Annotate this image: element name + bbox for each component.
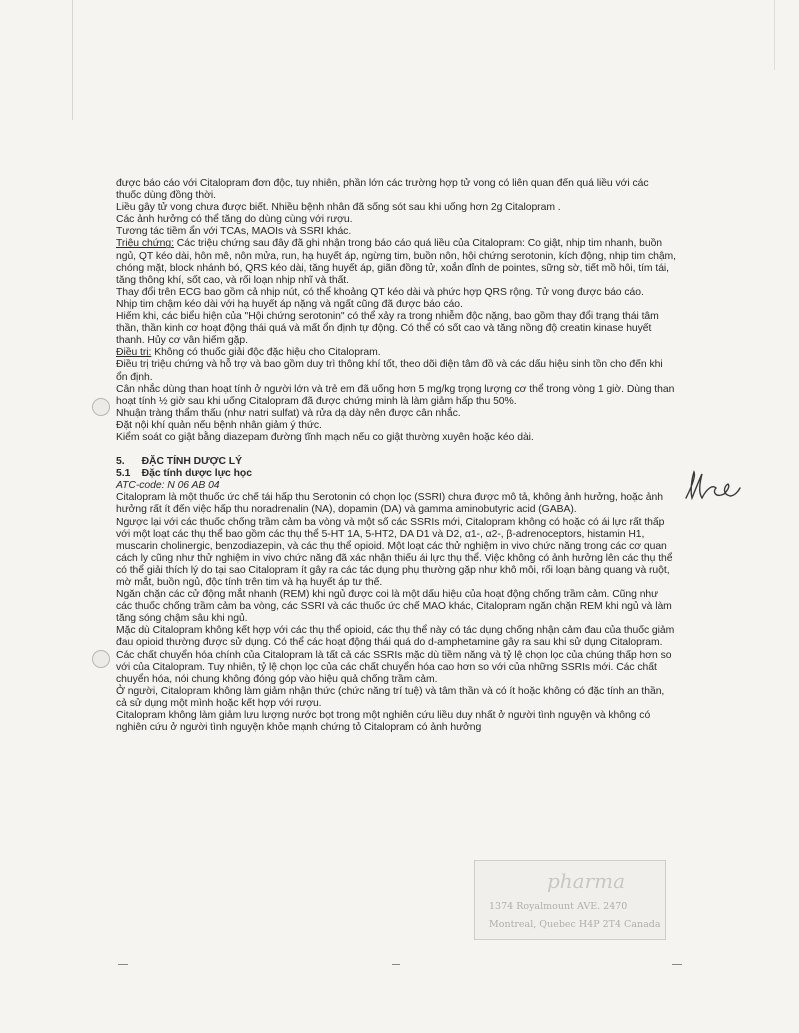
stamp-logo: pharma	[547, 869, 626, 893]
paragraph-intubation: Đặt nội khí quản nếu bệnh nhân giảm ý thức.	[116, 419, 322, 431]
footer-mark-left	[118, 964, 128, 965]
stamp-address-line-2: Montreal, Quebec H4P 2T4 Canada	[489, 919, 661, 930]
scan-edge-left	[72, 0, 73, 120]
paragraph-rem-sleep: Ngăn chặn các cử động mắt nhanh (REM) khi ngủ được coi là một dấu hiệu của hoạt động chống trầm cảm. Cũng như các thuốc chống trầm cảm ba vòng, các SSRI và các thuốc ức chế MAO khác, Citalopram ngăn chặn REM khi ngủ và làm tăng sóng chậm sâu khi ngủ.	[116, 589, 672, 625]
punch-hole-bottom	[92, 650, 110, 668]
paragraph-ecg: Thay đổi trên ECG bao gồm cả nhịp nút, có thể khoảng QT kéo dài và phức hợp QRS rộng. Tử vong được báo cáo.	[116, 286, 644, 298]
paragraph-cognition: Ở người, Citalopram không làm giảm nhận thức (chức năng trí tuệ) và tâm thần và có ít hoặc không có đặc tính an thần, cả sử dụng một mình hoặc kết hợp với rượu.	[116, 685, 665, 709]
punch-hole-top	[92, 398, 110, 416]
paragraph-lethal-dose: Liều gây tử vong chưa được biết. Nhiều bệnh nhân đã sống sót sau khi uống hơn 2g Citalopram .	[116, 202, 561, 214]
document-body	[116, 178, 676, 734]
paragraph-seizure-control: Kiểm soát co giật bằng diazepam đường tĩnh mạch nếu co giật thường xuyên hoặc kéo dài.	[116, 431, 534, 443]
symptoms-text: Các triệu chứng sau đây đã ghi nhận trong báo cáo quá liều của Citalopram: Co giật, nhịp tim nhanh, buồn ngủ, QT kéo dài, hôn mê, nôn mửa, run, hạ huyết áp, ngừng tim, buồn nôn, hội chứng serotonin, kích động, nhịp tim chậm, chóng mặt, block nhánh bó, QRS kéo dài, tăng huyết áp, giãn đồng tử, xoắn đỉnh de pointes, sững sờ, tiết mồ hôi, tím tái, tăng thông khí, sốt cao, và rối loạn nhịp nhĩ và thất.	[116, 238, 676, 286]
paragraph-symptoms	[116, 238, 676, 286]
treatment-text: Không có thuốc giải độc đặc hiệu cho Citalopram.	[151, 347, 381, 359]
paragraph-receptor-affinity: Ngược lại với các thuốc chống trầm cảm ba vòng và một số các SSRIs mới, Citalopram không có hoặc có ái lực rất thấp với một loạt các thụ thể bao gồm các thụ thể 5-HT 1A, 5-HT2, DA D1 và D2, α1-, α2-, β-adrenoceptors, histamin H1, muscarin cholinergic, benzodiazepin, và các thụ thể opioid. Một loạt các thử nghiệm in vivo chức năng trong các cơ quan cách ly cũng như thử nghiệm in vivo chức năng đã xác nhận thiếu ái lực thụ thể. Việc không có ảnh hưởng lên các thụ thể có thể giải thích lý do tại sao Citalopram ít gây ra các tác dụng phụ thường gặp như khô môi, rối loạn bàng quang và ruột, mờ mắt, buồn ngủ, độc tính trên tim và hạ huyết áp tư thế.	[116, 516, 673, 588]
paragraph-treatment	[116, 347, 676, 359]
paragraph-bradycardia: Nhịp tim chậm kéo dài với hạ huyết áp nặng và ngất cũng đã được báo cáo.	[116, 298, 463, 310]
paragraph-saliva: Citalopram không làm giảm lưu lượng nước bọt trong một nghiên cứu liều duy nhất ở người tình nguyện và không có nghiên cứu ở người tình nguyện khỏe mạnh chứng tỏ Citalopram có ảnh hưởng	[116, 710, 651, 734]
subsection-heading: 5.1 Đặc tính dược lực học	[116, 468, 252, 480]
paragraph-supportive-care: Điều trị triệu chứng và hỗ trợ và bao gồm duy trì thông khí tốt, theo dõi điện tâm đồ và các dấu hiệu sinh tồn cho đến khi ổn định.	[116, 359, 663, 383]
paragraph-ssri-mechanism: Citalopram là một thuốc ức chế tái hấp thu Serotonin có chọn lọc (SSRI) chưa được mô tả, không ảnh hưởng, hoặc ảnh hưởng rất ít đến việc hấp thu noradrenalin (NA), dopamin (DA) và gamma aminobutyric acid (GABA).	[116, 492, 663, 516]
atc-code: ATC-code: N 06 AB 04	[116, 480, 220, 492]
footer-mark-center	[392, 964, 400, 965]
company-stamp	[474, 860, 666, 940]
scan-edge-right	[774, 0, 775, 70]
paragraph-interactions: Tương tác tiềm ẩn với TCAs, MAOIs và SSRI khác.	[116, 226, 352, 238]
paragraph-activated-charcoal: Cân nhắc dùng than hoạt tính ở người lớn và trẻ em đã uống hơn 5 mg/kg trọng lượng cơ thể trong vòng 1 giờ. Dùng than hoạt tính ½ giờ sau khi uống Citalopram đã được chứng minh là làm giảm hấp thu 50%.	[116, 383, 675, 407]
treatment-label: Điều trị:	[116, 347, 152, 359]
paragraph-overdose-deaths: được báo cáo với Citalopram đơn độc, tuy nhiên, phần lớn các trường hợp tử vong có liên quan đến quá liều với các thuốc dùng đồng thời.	[116, 178, 649, 202]
handwritten-signature	[682, 468, 742, 504]
paragraph-serotonin-syndrome: Hiếm khi, các biểu hiện của "Hội chứng serotonin" có thể xảy ra trong nhiễm độc nặng, bao gồm thay đổi trạng thái tâm thần, thần kinh cơ hoạt động thái quá và mất ổn định tự động. Có thể có sốt cao và tăng nồng độ creatin kinase huyết thanh. Hủy cơ vân hiếm gặp.	[116, 311, 659, 347]
paragraph-alcohol: Các ảnh hưởng có thể tăng do dùng cùng với rượu.	[116, 214, 353, 226]
paragraph-opioid: Mặc dù Citalopram không kết hợp với các thụ thể opioid, các thụ thể này có tác dụng chống nhận cảm đau của thuốc giảm đau opioid thường được sử dụng. Có thể các hoạt động thái quá do d-amphetamine gây ra sau khi sử dụng Citalopram.	[116, 625, 675, 649]
footer-mark-right	[672, 964, 682, 965]
paragraph-metabolites: Các chất chuyển hóa chính của Citalopram là tất cả các SSRIs mặc dù tiềm năng và tỷ lệ chọn lọc của chúng thấp hơn so với của Citalopram. Tuy nhiên, tỷ lệ chọn lọc của các chất chuyển hóa cao hơn so với của những SSRIs mới. Các chất chuyển hóa, nói chung không đóng góp vào hiệu quả chống trầm cảm.	[116, 649, 672, 685]
stamp-address-line-1: 1374 Royalmount AVE. 2470	[489, 901, 628, 912]
paragraph-osmotic-laxatives: Nhuận tràng thẩm thấu (như natri sulfat) và rửa dạ dày nên được cân nhắc.	[116, 407, 461, 419]
footer-marks	[0, 964, 799, 972]
section-heading: 5. ĐẶC TÍNH DƯỢC LÝ	[116, 456, 242, 468]
symptoms-label: Triệu chứng:	[116, 238, 174, 250]
